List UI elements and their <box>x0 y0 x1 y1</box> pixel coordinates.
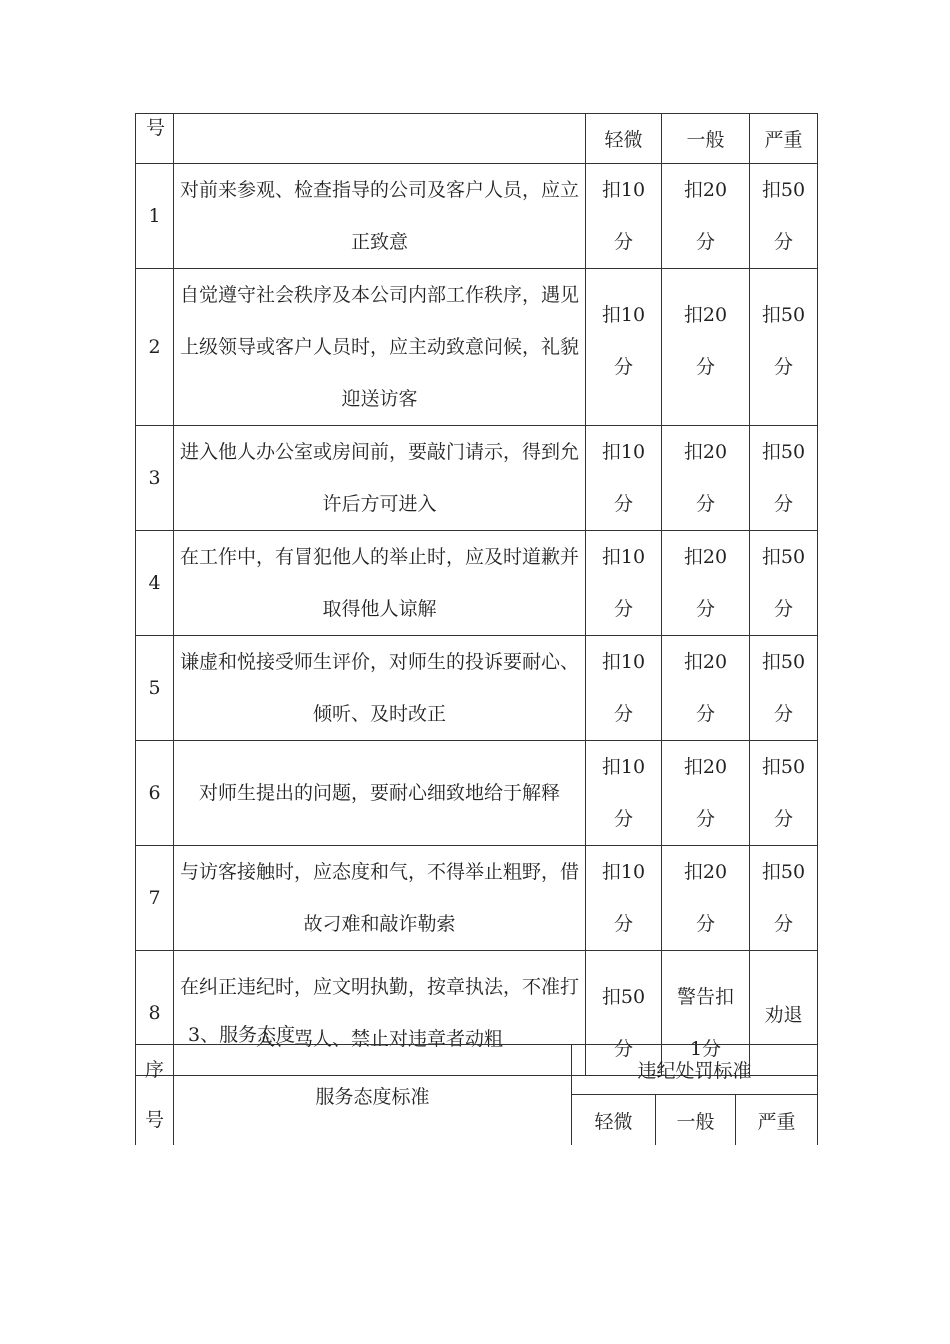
row-medium <box>662 531 750 636</box>
table-row <box>136 741 818 846</box>
penalty-line: 扣20 <box>683 546 728 568</box>
row-severe <box>750 531 818 636</box>
penalty-line: 扣10 <box>601 756 646 778</box>
header-medium: 一般 <box>656 1095 736 1145</box>
penalty-line: 扣10 <box>601 179 646 201</box>
penalty-line: 扣10 <box>601 304 646 326</box>
header-desc <box>174 114 586 164</box>
row-no: 7 <box>136 846 174 951</box>
row-desc: 自觉遵守社会秩序及本公司内部工作秩序，遇见上级领导或客户人员时，应主动致意问候，礼貌迎送访客 <box>174 269 586 426</box>
row-no: 8 <box>136 951 174 1076</box>
row-medium <box>662 426 750 531</box>
row-severe <box>750 426 818 531</box>
row-no: 6 <box>136 741 174 846</box>
penalty-line: 扣20 <box>683 441 728 463</box>
row-medium <box>662 741 750 846</box>
penalty-line: 扣50 <box>761 861 806 883</box>
row-desc: 在纠正违纪时，应文明执勤，按章执法，不准打人、骂人、禁止对违章者动粗 <box>174 951 586 1076</box>
header-penalty: 违纪处罚标准 <box>572 1045 818 1095</box>
header-light: 轻微 <box>572 1095 656 1145</box>
table-row <box>136 269 818 426</box>
penalty-line: 扣50 <box>761 651 806 673</box>
header-no <box>136 1045 174 1146</box>
penalty-line: 分 <box>613 598 633 620</box>
penalty-line: 分 <box>773 231 793 253</box>
row-desc: 对师生提出的问题，要耐心细致地给于解释 <box>174 741 586 846</box>
penalty-line: 分 <box>695 913 715 935</box>
penalty-line: 分 <box>613 703 633 725</box>
penalty-line: 扣20 <box>683 304 728 326</box>
penalty-line: 扣10 <box>601 441 646 463</box>
row-severe <box>750 846 818 951</box>
penalty-line: 扣20 <box>683 861 728 883</box>
row-light <box>586 164 662 269</box>
table-row <box>136 846 818 951</box>
penalty-line: 分 <box>695 808 715 830</box>
row-medium <box>662 636 750 741</box>
row-light <box>586 846 662 951</box>
row-desc: 与访客接触时，应态度和气，不得举止粗野，借故刁难和敲诈勒索 <box>174 846 586 951</box>
service-attitude-table <box>135 1044 818 1145</box>
penalty-line: 分 <box>613 808 633 830</box>
table-header-row <box>136 114 818 164</box>
penalty-line: 分 <box>695 703 715 725</box>
row-no: 2 <box>136 269 174 426</box>
header-severe: 严重 <box>750 114 818 164</box>
penalty-line: 扣50 <box>601 986 646 1008</box>
row-light <box>586 741 662 846</box>
row-light <box>586 636 662 741</box>
row-no: 1 <box>136 164 174 269</box>
penalty-line: 扣50 <box>761 179 806 201</box>
row-severe <box>750 164 818 269</box>
penalty-line: 扣50 <box>761 441 806 463</box>
row-medium <box>662 164 750 269</box>
row-severe <box>750 636 818 741</box>
penalty-line: 分 <box>695 231 715 253</box>
row-light <box>586 269 662 426</box>
header-no-bottom: 号 <box>144 1109 164 1131</box>
row-severe <box>750 741 818 846</box>
header-severe: 严重 <box>736 1095 818 1145</box>
penalty-line: 扣10 <box>601 546 646 568</box>
penalty-line: 警告扣 <box>676 986 734 1008</box>
row-severe: 劝退 <box>750 951 818 1076</box>
penalty-line: 扣10 <box>601 861 646 883</box>
penalty-line: 分 <box>613 913 633 935</box>
penalty-line: 扣20 <box>683 179 728 201</box>
row-desc: 在工作中，有冒犯他人的举止时，应及时道歉并取得他人谅解 <box>174 531 586 636</box>
penalty-line: 分 <box>613 231 633 253</box>
row-medium <box>662 269 750 426</box>
penalty-line: 分 <box>613 493 633 515</box>
penalty-line: 分 <box>773 703 793 725</box>
row-medium <box>662 846 750 951</box>
header-standard: 服务态度标准 <box>174 1045 572 1146</box>
table-row <box>136 426 818 531</box>
row-no: 4 <box>136 531 174 636</box>
penalty-line: 扣20 <box>683 756 728 778</box>
section-heading: 3、服务态度 <box>188 1024 296 1046</box>
table-row <box>136 164 818 269</box>
row-light <box>586 531 662 636</box>
penalty-line: 分 <box>773 913 793 935</box>
penalty-line: 分 <box>773 598 793 620</box>
penalty-line: 扣50 <box>761 756 806 778</box>
penalty-line: 扣50 <box>761 546 806 568</box>
row-desc: 谦虚和悦接受师生评价，对师生的投诉要耐心、倾听、及时改正 <box>174 636 586 741</box>
penalty-line: 分 <box>613 356 633 378</box>
penalty-line: 扣50 <box>761 304 806 326</box>
penalty-line: 分 <box>773 493 793 515</box>
table-row <box>136 636 818 741</box>
penalty-line: 分 <box>613 1038 633 1060</box>
header-medium: 一般 <box>662 114 750 164</box>
header-light: 轻微 <box>586 114 662 164</box>
header-no-top: 序 <box>144 1059 164 1081</box>
penalty-line: 分 <box>695 598 715 620</box>
penalty-line: 1分 <box>689 1038 722 1060</box>
penalty-line: 分 <box>773 808 793 830</box>
row-light <box>586 426 662 531</box>
row-no: 5 <box>136 636 174 741</box>
penalty-line: 分 <box>695 493 715 515</box>
penalty-line: 分 <box>773 356 793 378</box>
row-desc: 对前来参观、检查指导的公司及客户人员，应立正致意 <box>174 164 586 269</box>
table-row <box>136 531 818 636</box>
row-severe <box>750 269 818 426</box>
penalty-line: 扣20 <box>683 651 728 673</box>
penalty-line: 扣10 <box>601 651 646 673</box>
header-no: 号 <box>136 114 174 164</box>
penalty-line: 分 <box>695 356 715 378</box>
row-desc: 进入他人办公室或房间前，要敲门请示，得到允许后方可进入 <box>174 426 586 531</box>
row-no: 3 <box>136 426 174 531</box>
discipline-table <box>135 113 818 1076</box>
